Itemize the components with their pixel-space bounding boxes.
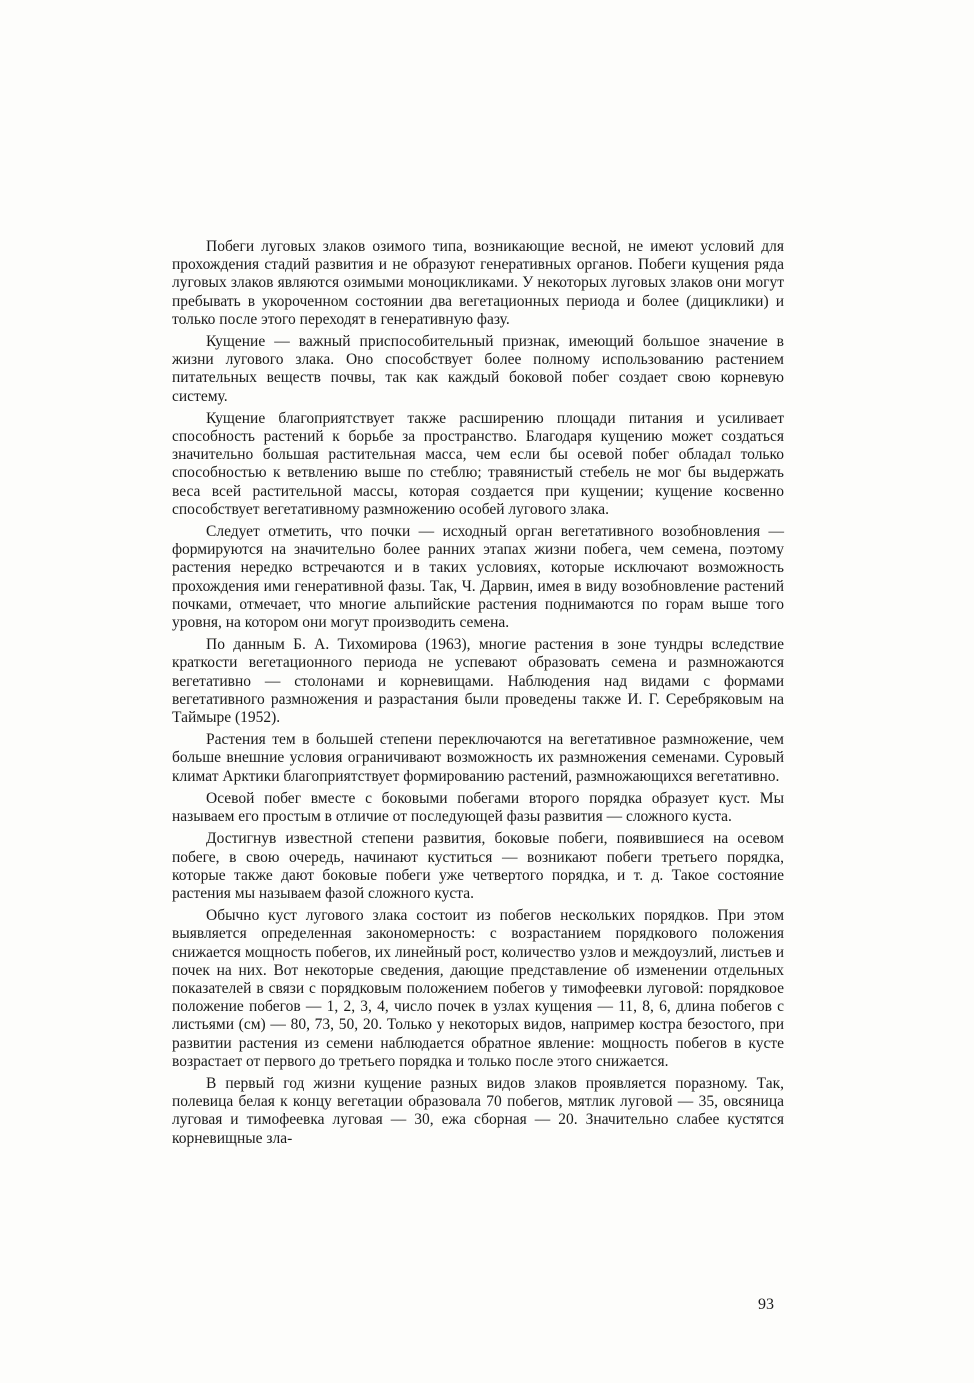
paragraph-7: Осевой побег вместе с боковыми побегами второго порядка образует куст. Мы называем его простым в отличие от последующей фазы развития — сложного куста.	[172, 789, 784, 826]
paragraph-6: Растения тем в большей степени переключаются на вегетативное размножение, чем больше внешние условия ограничивают возможность их размножения семенами. Суровый климат Арктики благоприятствует формированию растений, размножающихся вегетативно.	[172, 731, 784, 785]
page-number: 93	[758, 1296, 774, 1313]
paragraph-2: Кущение — важный приспособительный признак, имеющий большое значение в жизни лугового злака. Оно способствует более полному использованию растением питательных веществ почвы, так как каждый боковой побег создает свою корневую систему.	[172, 333, 784, 405]
paragraph-5: По данным Б. А. Тихомирова (1963), многие растения в зоне тундры вследствие краткости вегетационного периода не успевают образовать семена и размножаются вегетативно — столонами и корневищами. Наблюдения над видами с формами вегетативного размножения и разрастания были проведены также И. Г. Серебряковым на Таймыре (1952).	[172, 636, 784, 727]
paragraph-10: В первый год жизни кущение разных видов злаков проявляется поразному. Так, полевица белая к концу вегетации образовала 70 побегов, мятлик луговой — 35, овсяница луговая и тимофеевка луговая — 30, ежа сборная — 20. Значительно слабее кустятся корневищные зла-	[172, 1074, 784, 1147]
paragraph-9: Обычно куст лугового злака состоит из побегов нескольких порядков. При этом выявляется определенная закономерность: с возрастанием порядкового положения снижается мощность побегов, их линейный рост, количество узлов и междоузлий, листьев и почек на них. Вот некоторые сведения, дающие представление об изменении отдельных показателей в связи с порядковым положением побегов у тимофеевки луговой: порядковое положение побегов — 1, 2, 3, 4, число почек в узлах кущения — 11, 8, 6, длина побегов с листьями (см) — 80, 73, 50, 20. Только у некоторых видов, например костра безостого, при развитии растения из семени наблюдается обратное явление: мощность побегов в кусте возрастает от первого до третьего порядка и только после этого снижается.	[172, 907, 784, 1070]
paragraph-1: Побеги луговых злаков озимого типа, возникающие весной, не имеют условий для прохождения стадий развития и не образуют генеративных органов. Побеги кущения ряда луговых злаков являются озимыми моноцикликами. У некоторых луговых злаков они могут пребывать в укороченном состоянии два вегетационных периода и более (дициклики) и только после этого переходят в генеративную фазу.	[172, 238, 784, 328]
paragraph-8: Достигнув известной степени развития, боковые побеги, появившиеся на осевом побеге, в свою очередь, начинают куститься — возникают побеги третьего порядка, которые также дают боковые побеги уже четвертого порядка, и т. д. Такое состояние растения мы называем фазой сложного куста.	[172, 830, 784, 902]
paragraph-4: Следует отметить, что почки — исходный орган вегетативного возобновления — формируются на значительно более ранних этапах жизни побега, чем семена, поэтому растения нередко встречаются и в таких условиях, которые исключают возможность прохождения ими генеративной фазы. Так, Ч. Дарвин, имея в виду возобновление растений почками, отмечает, что многие альпийские растения поднимаются по горам выше того уровня, на котором они могут производить семена.	[172, 523, 784, 632]
paragraph-3: Кущение благоприятствует также расширению площади питания и усиливает способность растений к борьбе за пространство. Благодаря кущению может создаться значительно большая растительная масса, чем если бы осевой побег обладал только способностью к ветвлению выше по стеблю; травянистый стебель не мог бы выдержать веса всей растительной массы, которая создается при кущении; кущение косвенно способствует вегетативному размножению особей лугового злака.	[172, 409, 784, 518]
body-text	[172, 238, 784, 1152]
